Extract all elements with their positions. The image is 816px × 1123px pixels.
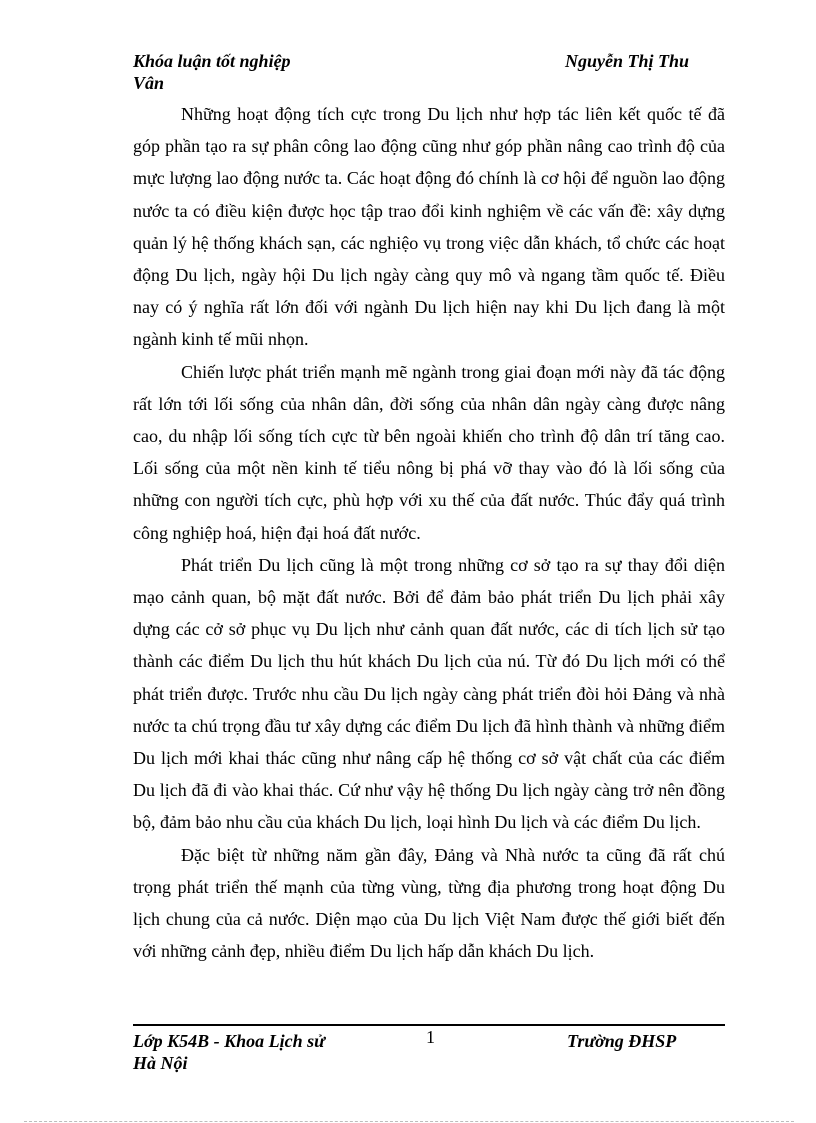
- footer-class-info: [133, 1030, 373, 1074]
- body-paragraph-1: Những hoạt động tích cực trong Du lịch như hợp tác liên kết quốc tế đã góp phần tạo ra sự phân công lao động cũng như góp phần nâng cao trình độ của mực lượng lao động nước ta. Các hoạt động đó chính là cơ hội để nguồn lao động nước ta có điều kiện được học tập trao đổi kinh nghiệm về các vấn đề: xây dựng quản lý hệ thống khách sạn, các nghiệo vụ trong việc dẫn khách, tổ chức các hoạt động Du lịch, ngày hội Du lịch ngày càng quy mô và ngang tầm quốc tế. Điều nay có ý nghĩa rất lớn đối với ngành Du lịch hiện nay khi Du lịch đang là một ngành kinh tế mũi nhọn.: [133, 104, 725, 350]
- footer-divider: [133, 1024, 725, 1026]
- header-thesis-title-text: Khóa luận tốt nghiệp: [133, 51, 291, 71]
- header-author-name-continuation: Vân: [133, 73, 165, 93]
- page-footer: [133, 1027, 733, 1078]
- page-header: [133, 50, 733, 96]
- page-bottom-edge: [24, 1121, 794, 1122]
- footer-class-text: Lớp K54B - Khoa Lịch sử: [133, 1031, 325, 1051]
- body-paragraph-4: Đặc biệt từ những năm gần đây, Đảng và Nhà nước ta cũng đã rất chú trọng phát triển thế mạnh của từng vùng, từng địa phương trong hoạt động Du lịch chung của cả nước. Diện mạo của Du lịch Việt Nam được thế giới biết đến với những cảnh đẹp, nhiều điểm Du lịch hấp dẫn khách Du lịch.: [133, 844, 725, 962]
- body-paragraph-3: Phát triển Du lịch cũng là một trong những cơ sở tạo ra sự thay đổi diện mạo cảnh quan, bộ mặt đất nước. Bởi để đảm bảo phát triển Du lịch phải xây dựng các cở sở phục vụ Du lịch như cảnh quan đất nước, các di tích lịch sử tạo thành các điểm Du lịch thu hút khách Du lịch của nú. Từ đó Du lịch mới có thể phát triển được. Trước nhu cầu Du lịch ngày càng phát triển đòi hỏi Đảng và nhà nước ta chú trọng đầu tư xây dựng các điểm Du lịch đã hình thành và những điểm Du lịch mới khai thác cũng như nâng cấp hệ thống cơ sở vật chất của các điểm Du lịch đã đi vào khai thác. Cứ như vậy hệ thống Du lịch ngày càng trở nên đồng bộ, đảm bảo nhu cầu của khách Du lịch, loại hình Du lịch và các điểm Du lịch.: [133, 554, 725, 833]
- footer-university: Trường ĐHSP: [567, 1031, 677, 1051]
- header-thesis-title: [133, 50, 333, 94]
- page-number: 1: [426, 1027, 435, 1047]
- document-body: [133, 98, 725, 967]
- body-paragraph-2: Chiến lược phát triển mạnh mẽ ngành trong giai đoạn mới này đã tác động rất lớn tới lối sống của nhân dân, đời sống của nhân dân ngày càng được nâng cao, du nhập lối sống tích cực từ bên ngoài khiến cho trình độ dân trí tăng cao. Lối sống của một nền kinh tế tiểu nông bị phá vỡ thay vào đó là lối sống của những con người tích cực, phù hợp với xu thế của đất nước. Thúc đẩy quá trình công nghiệp hoá, hiện đại hoá đất nước.: [133, 361, 725, 543]
- footer-university-continuation: Hà Nội: [133, 1053, 188, 1073]
- header-author-name: Nguyễn Thị Thu: [565, 51, 690, 71]
